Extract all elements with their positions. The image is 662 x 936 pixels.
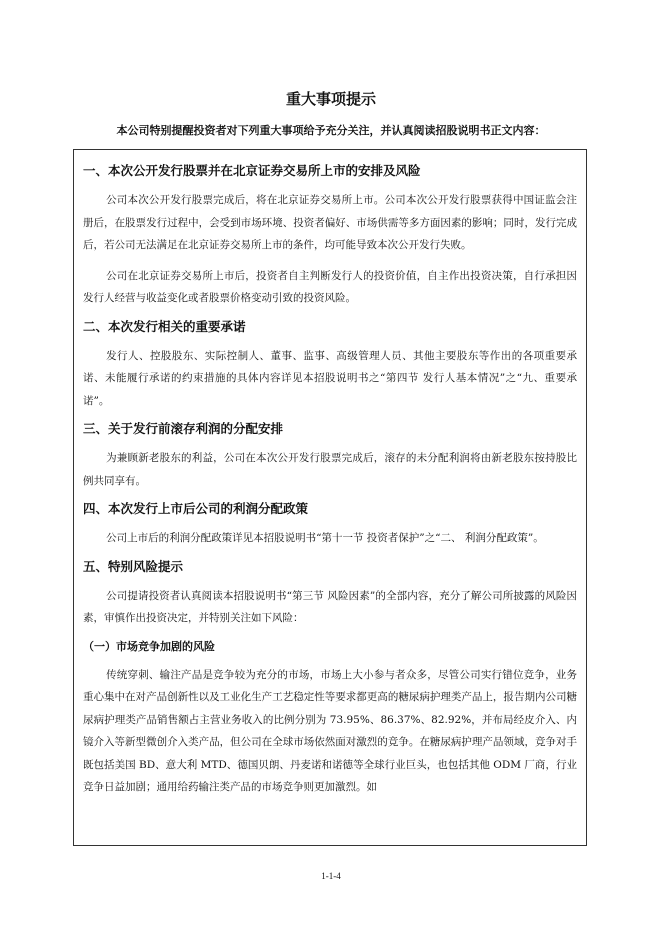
section-4-paragraph-1: 公司上市后的利润分配政策详见本招股说明书“第十一节 投资者保护”之“二、 利润分配政策”。 bbox=[106, 532, 544, 544]
subsection-heading: （一）市场竞争加剧的风险 bbox=[83, 639, 215, 653]
section-5-paragraph-1: 公司提请投资者认真阅读本招股说明书“第三节 风险因素”的全部内容，充分了解公司所披露的风险因素，审慎作出投资决定，并特别关注如下风险： bbox=[83, 589, 577, 624]
intro-notice: 本公司特别提醒投资者对下列重大事项给予充分关注，并认真阅读招股说明书正文内容： bbox=[116, 124, 546, 137]
section-1-paragraph-1: 公司本次公开发行股票完成后，将在北京证券交易所上市。公司本次公开发行股票获得中国证监会注册后，在股票发行过程中，会受到市场环境、投资者偏好、市场供需等多方面因素的影响；同时，发行完成后，若公司无法满足在北京证券交易所上市的条件，均可能导致本次公开发行失败。 bbox=[83, 194, 577, 251]
section-3-paragraph-1: 为兼顾新老股东的利益，公司在本次公开发行股票完成后，滚存的未分配利润将由新老股东按持股比例共同享有。 bbox=[83, 452, 577, 487]
section-4-heading: 四、本次发行上市后公司的利润分配政策 bbox=[83, 501, 309, 516]
section-3-heading: 三、关于发行前滚存利润的分配安排 bbox=[83, 421, 284, 436]
content-box bbox=[73, 149, 587, 846]
section-5-heading: 五、特别风险提示 bbox=[83, 558, 184, 574]
section-2-heading: 二、本次发行相关的重要承诺 bbox=[83, 318, 246, 334]
subsection-paragraph: 传统穿刺、输注产品是竞争较为充分的市场，市场上大小参与者众多，尽管公司实行错位竞争，业务重心集中在对产品创新性以及工业化生产工艺稳定性等要求都更高的糖尿病护理类产品上，报告期内公司糖尿病护理类产品销售额占主营业务收入的比例分别为 73.95%、86.37%、82.92%，并布局经皮介入、内镜介入等新型微创介入类产品，但公司在全球市场依然面对激烈的竞争。在糖尿病护理产品领域，竞争对手既包括美国 BD、意大利 MTD、德国贝朗、丹麦诺和诺德等全球行业巨头，也包括其他 ODM 厂商，行业竞争日益加剧；通用给药输注类产品的市场竞争则更加激烈。如 bbox=[83, 668, 577, 793]
page-number: 1-1-4 bbox=[321, 871, 341, 881]
section-1-paragraph-2: 公司在北京证券交易所上市后，投资者自主判断发行人的投资价值，自主作出投资决策，自行承担因发行人经营与收益变化或者股票价格变动引致的投资风险。 bbox=[83, 269, 577, 304]
section-2-paragraph-1: 发行人、控股股东、实际控制人、董事、监事、高级管理人员、其他主要股东等作出的各项重要承诺、未能履行承诺的约束措施的具体内容详见本招股说明书之“第四节 发行人基本情况”之“九、重要承诺”。 bbox=[83, 349, 577, 407]
section-1-heading: 一、本次公开发行股票并在北京证券交易所上市的安排及风险 bbox=[83, 163, 421, 178]
page-title: 重大事项提示 bbox=[285, 90, 376, 108]
